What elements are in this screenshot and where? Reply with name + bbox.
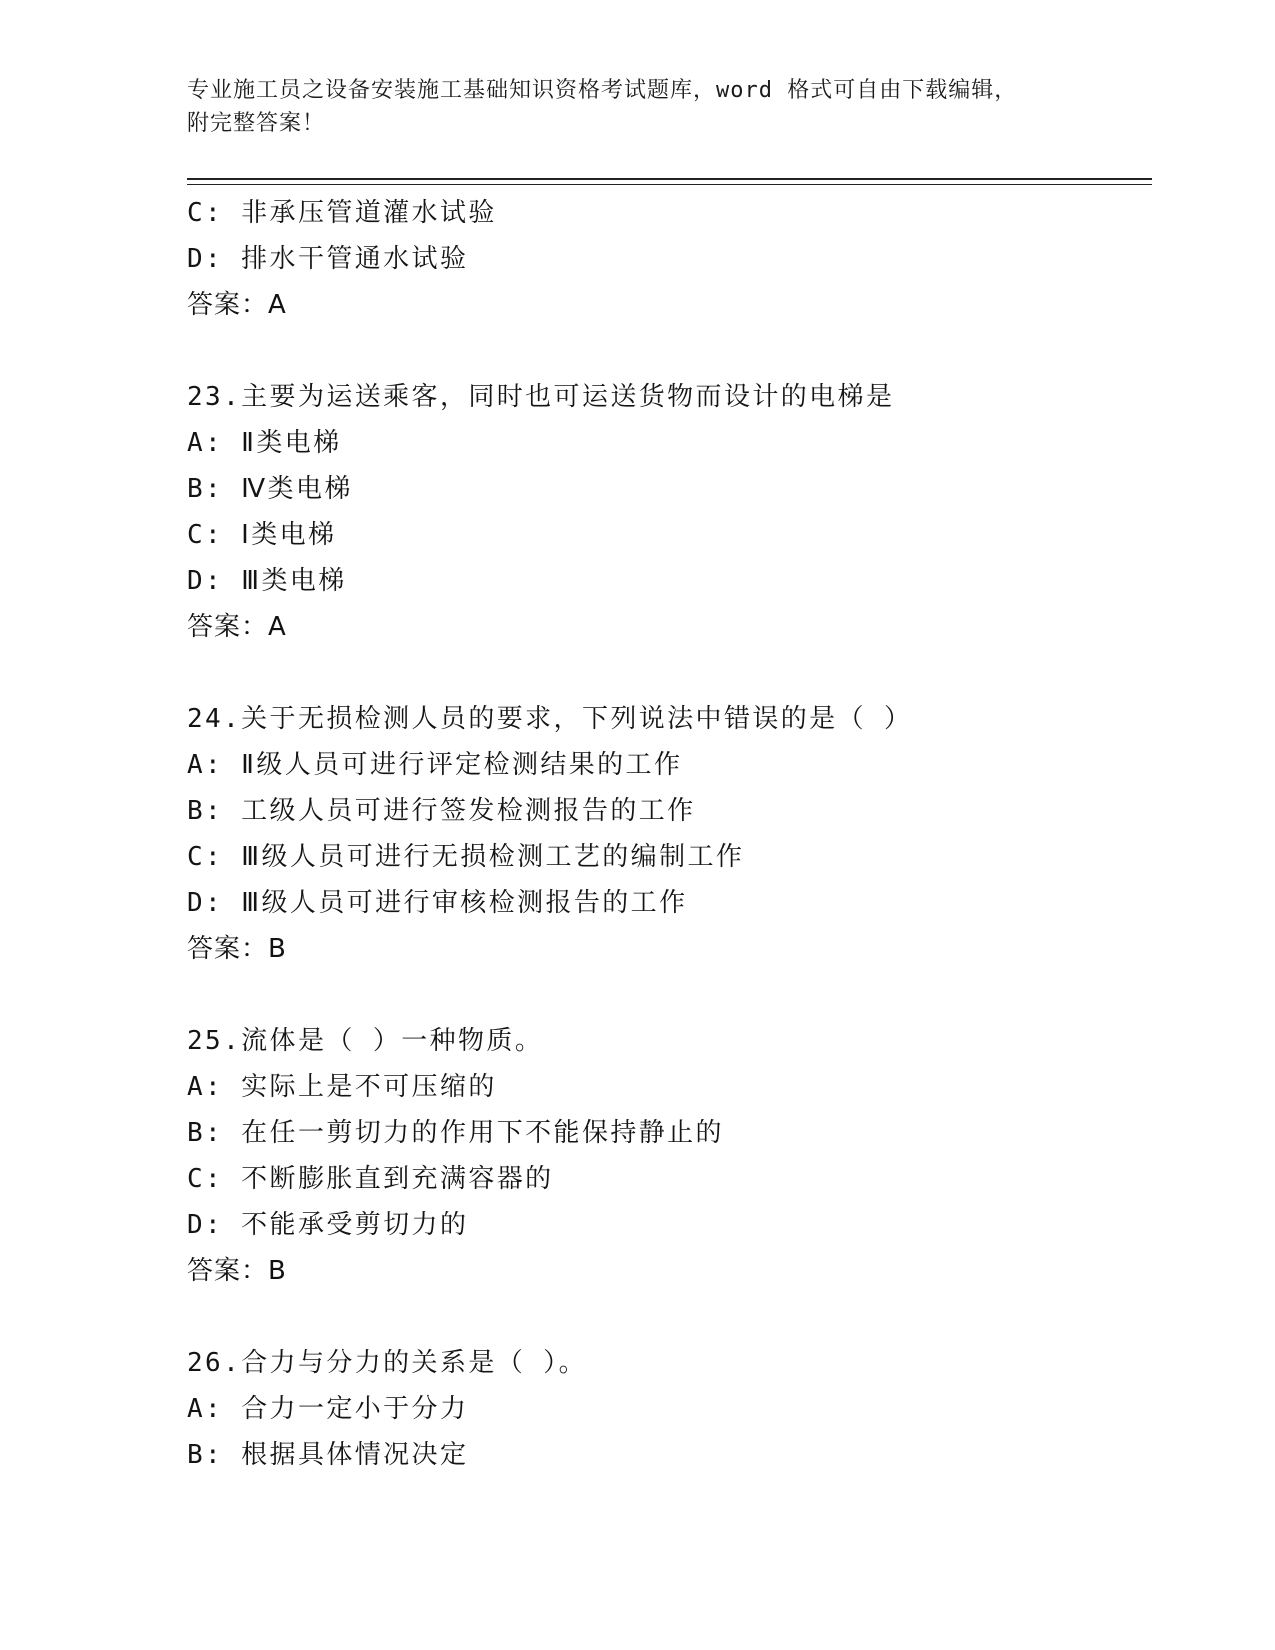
header-line-1: 专业施工员之设备安装施工基础知识资格考试题库，word 格式可自由下载编辑， [187,78,1018,103]
question-stem: 24.关于无损检测人员的要求，下列说法中错误的是（ ） [187,704,913,734]
option-b: B: 工级人员可进行签发检测报告的工作 [187,796,696,826]
question-22-continued [187,190,1152,328]
question-stem: 23.主要为运送乘客，同时也可运送货物而设计的电梯是 [187,382,895,412]
option-b: B: 在任一剪切力的作用下不能保持静止的 [187,1118,724,1148]
option-a: A: Ⅱ类电梯 [187,428,342,458]
option-c: C: 不断膨胀直到充满容器的 [187,1164,554,1194]
question-stem: 26.合力与分力的关系是（ ）。 [187,1348,588,1378]
spacer [187,650,1152,696]
spacer [187,972,1152,1018]
answer-line: 答案：B [187,934,287,964]
header-line-2: 附完整答案！ [187,111,326,136]
question-24 [187,696,1152,972]
answer-line: 答案：A [187,290,287,320]
option-d: D: 不能承受剪切力的 [187,1210,469,1240]
spacer [187,1294,1152,1340]
option-d: D: Ⅲ类电梯 [187,566,347,596]
option-b: B: 根据具体情况决定 [187,1440,469,1470]
answer-line: 答案：B [187,1256,287,1286]
question-26 [187,1340,1152,1478]
option-d: D: Ⅲ级人员可进行审核检测报告的工作 [187,888,688,918]
answer-line: 答案：A [187,612,287,642]
document-header [187,74,1087,140]
header-divider-thick [187,178,1152,180]
question-list [187,190,1152,1478]
question-25 [187,1018,1152,1294]
question-stem: 25.流体是（ ）一种物质。 [187,1026,544,1056]
option-b: B: Ⅳ类电梯 [187,474,353,504]
option-a: A: Ⅱ级人员可进行评定检测结果的工作 [187,750,683,780]
question-23 [187,374,1152,650]
spacer [187,328,1152,374]
header-divider-thin [187,184,1152,185]
option-c: C: 非承压管道灌水试验 [187,198,497,228]
option-d: D: 排水干管通水试验 [187,244,469,274]
option-c: C: Ⅰ类电梯 [187,520,337,550]
option-c: C: Ⅲ级人员可进行无损检测工艺的编制工作 [187,842,745,872]
option-a: A: 实际上是不可压缩的 [187,1072,497,1102]
option-a: A: 合力一定小于分力 [187,1394,469,1424]
